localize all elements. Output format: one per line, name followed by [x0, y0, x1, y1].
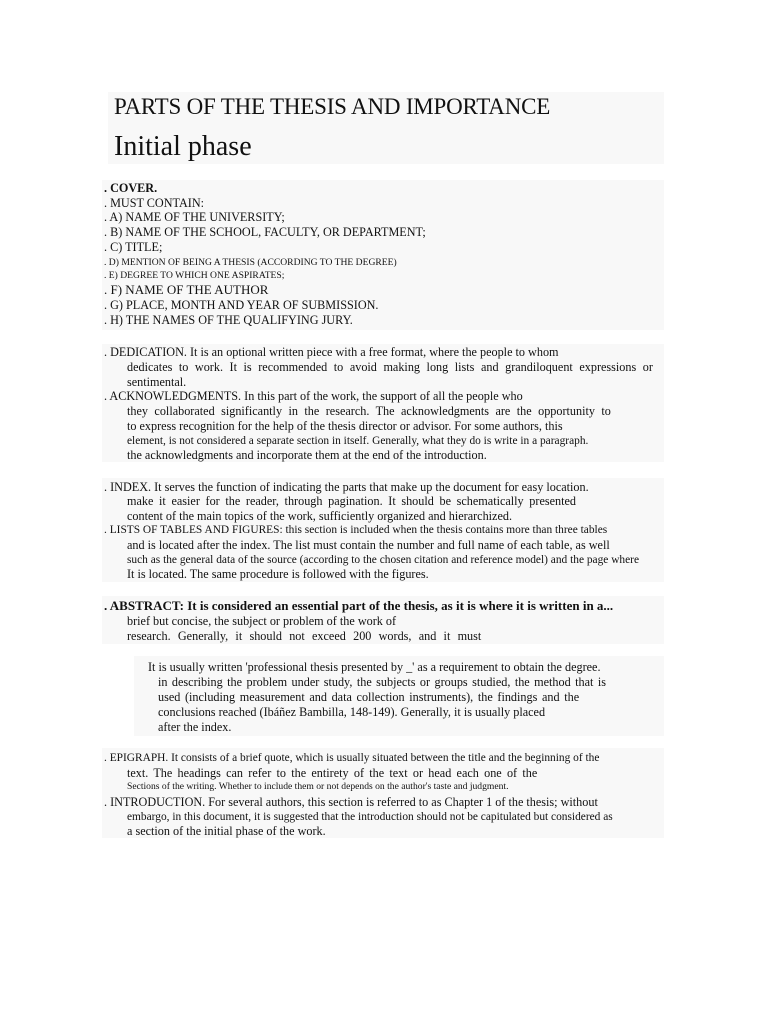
dedication-text: sentimental.: [127, 375, 187, 389]
dedication-text: . DEDICATION. It is an optional written piece with a free format, where the people to whom: [104, 345, 559, 359]
lists-text: such as the general data of the source (according to the chosen citation and reference model) and the page where: [127, 554, 640, 566]
abstract-text: brief but concise, the subject or problem of the work of: [127, 614, 397, 628]
lists-text: It is located. The same procedure is followed with the figures.: [127, 567, 429, 581]
cover-item: . E) DEGREE TO WHICH ONE ASPIRATES;: [104, 270, 285, 281]
acknowledgments-text: the acknowledgments and incorporate them at the end of the introduction.: [127, 448, 487, 462]
acknowledgments-text: they collaborated significantly in the research. The acknowledgments are the opportunity to: [127, 404, 611, 418]
lists-text: and is located after the index. The list must contain the number and full name of each table, as well: [127, 538, 610, 552]
abstract-heading: . ABSTRACT: It is considered an essential part of the thesis, as it is where it is written in a...: [104, 598, 614, 613]
dedication-line-2: dedicates to work. It is recommended to avoid making long lists and grandiloquent expressions or: [127, 360, 653, 374]
dedication-text: [127, 360, 687, 374]
index-text: . INDEX. It serves the function of indicating the parts that make up the document for easy location.: [104, 480, 589, 494]
acknowledgments-text: . ACKNOWLEDGMENTS. In this part of the work, the support of all the people who: [104, 389, 523, 403]
bullet-text: after the index.: [158, 720, 232, 734]
cover-item: . D) MENTION OF BEING A THESIS (ACCORDING TO THE DEGREE): [104, 257, 397, 268]
index-text: content of the main topics of the work, sufficiently organized and hierarchized.: [127, 509, 513, 523]
introduction-text: embargo, in this document, it is suggested that the introduction should not be capitulated but considered as: [127, 811, 613, 823]
acknowledgments-text: element, is not considered a separate section in itself. Generally, what they do is write in a paragraph.: [127, 435, 589, 447]
bullet-text: in describing the problem under study, the subjects or groups studied, the method that is: [158, 675, 607, 689]
bullet-text: It is usually written 'professional thesis presented by _' as a requirement to obtain the degree.: [148, 660, 601, 674]
cover-item: . B) NAME OF THE SCHOOL, FACULTY, OR DEPARTMENT;: [104, 225, 426, 239]
cover-item: . H) THE NAMES OF THE QUALIFYING JURY.: [104, 313, 353, 327]
cover-item: . G) PLACE, MONTH AND YEAR OF SUBMISSION.: [104, 298, 379, 312]
bullet-text: used (including measurement and data collection instruments), the findings and the: [158, 690, 580, 704]
introduction-text: a section of the initial phase of the work.: [127, 824, 326, 838]
document-title: PARTS OF THE THESIS AND IMPORTANCE: [114, 94, 551, 119]
bullet-text: conclusions reached (Ibáñez Bambilla, 148-149). Generally, it is usually placed: [158, 705, 546, 719]
cover-heading: . COVER.: [104, 181, 158, 195]
epigraph-text: . EPIGRAPH. It consists of a brief quote, which is usually situated between the title and the beginning of the: [104, 752, 600, 764]
cover-item: . C) TITLE;: [104, 240, 163, 254]
cover-item: . A) NAME OF THE UNIVERSITY;: [104, 210, 285, 224]
introduction-text: . INTRODUCTION. For several authors, this section is referred to as Chapter 1 of the thesis; without: [104, 795, 598, 809]
index-text: make it easier for the reader, through pagination. It should be schematically presented: [127, 494, 576, 508]
epigraph-text: text. The headings can refer to the entirety of the text or head each one of the: [127, 766, 538, 780]
section-subtitle: Initial phase: [114, 131, 252, 162]
abstract-text: research. Generally, it should not exceed 200 words, and it must: [127, 629, 482, 643]
epigraph-text: Sections of the writing. Whether to include them or not depends on the author's taste and judgment.: [127, 781, 509, 792]
cover-item: . MUST CONTAIN:: [104, 196, 205, 210]
acknowledgments-text: to express recognition for the help of the thesis director or advisor. For some authors, this: [127, 419, 563, 433]
cover-item: . F) NAME OF THE AUTHOR: [104, 282, 269, 297]
lists-text: . LISTS OF TABLES AND FIGURES: this section is included when the thesis contains more than three tables: [104, 524, 608, 536]
